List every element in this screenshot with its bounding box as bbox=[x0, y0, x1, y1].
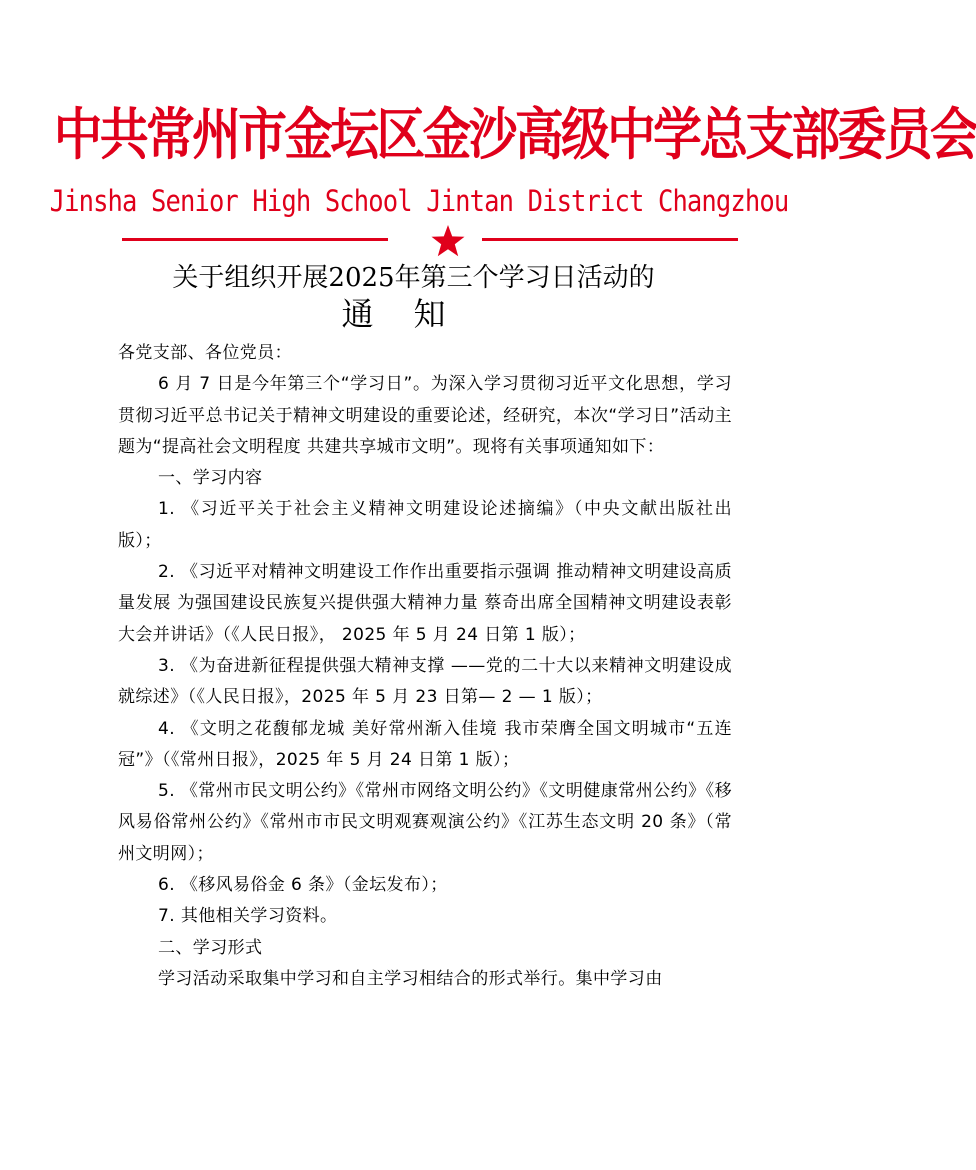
list-item: 1. 《习近平关于社会主义精神文明建设论述摘编》（中央文献出版社出版）； bbox=[118, 499, 732, 551]
list-item: 6. 《移风易俗金 6 条》（金坛发布）； bbox=[158, 875, 448, 896]
list-item: 7. 其他相关学习资料。 bbox=[158, 906, 338, 927]
salutation: 各党支部、各位党员： bbox=[118, 343, 292, 363]
org-name-english: Jinsha Senior High School Jintan District Changzhou bbox=[49, 184, 789, 218]
section-heading-format: 二、学习形式 bbox=[158, 937, 263, 958]
list-item: 5. 《常州市民文明公约》《常州市网络文明公约》《文明健康常州公约》《移风易俗常州公约》《常州市市民文明观赛观演公约》《江苏生态文明 20 条》（常州文明网）； bbox=[118, 781, 732, 864]
header-divider-right bbox=[482, 238, 738, 241]
list-item: 3. 《为奋进新征程提供强大精神支撑 ——党的二十大以来精神文明建设成就综述》（《人民日报》，2025 年 5 月 23 日第— 2 — 1 版）； bbox=[118, 655, 732, 708]
list-item: 4. 《文明之花馥郁龙城 美好常州渐入佳境 我市荣膺全国文明城市“五连冠”》（《常州日报》，2025 年 5 月 24 日第 1 版）； bbox=[118, 718, 732, 770]
header-divider-left bbox=[122, 238, 388, 241]
star-icon bbox=[430, 224, 466, 258]
list-item: 2. 《习近平对精神文明建设工作作出重要指示强调 推动精神文明建设高质量发展 为强国建设民族复兴提供强大精神力量 蔡奇出席全国精神文明建设表彰大会并讲话》（《人民日报》， 2025 年 5 月 24 日第 1 版）； bbox=[118, 562, 732, 645]
section-heading-content: 一、学习内容 bbox=[158, 468, 263, 489]
paragraph-format: 学习活动采取集中学习和自主学习相结合的形式举行。集中学习由 bbox=[158, 968, 663, 989]
org-name-chinese: 中共常州市金坛区金沙高级中学总支部委员会 bbox=[53, 102, 976, 168]
notice-body bbox=[118, 338, 732, 995]
notice-title-suffix: 通知 bbox=[341, 295, 486, 333]
notice-title: 关于组织开展2025年第三个学习日活动的 bbox=[172, 263, 655, 293]
paragraph-intro: 6 月 7 日是今年第三个“学习日”。为深入学习贯彻习近平文化思想，学习贯彻习近平总书记关于精神文明建设的重要论述，经研究，本次“学习日”活动主题为“提高社会文明程度 共建共享城市文明”。现将有关事项通知如下： bbox=[118, 374, 732, 457]
